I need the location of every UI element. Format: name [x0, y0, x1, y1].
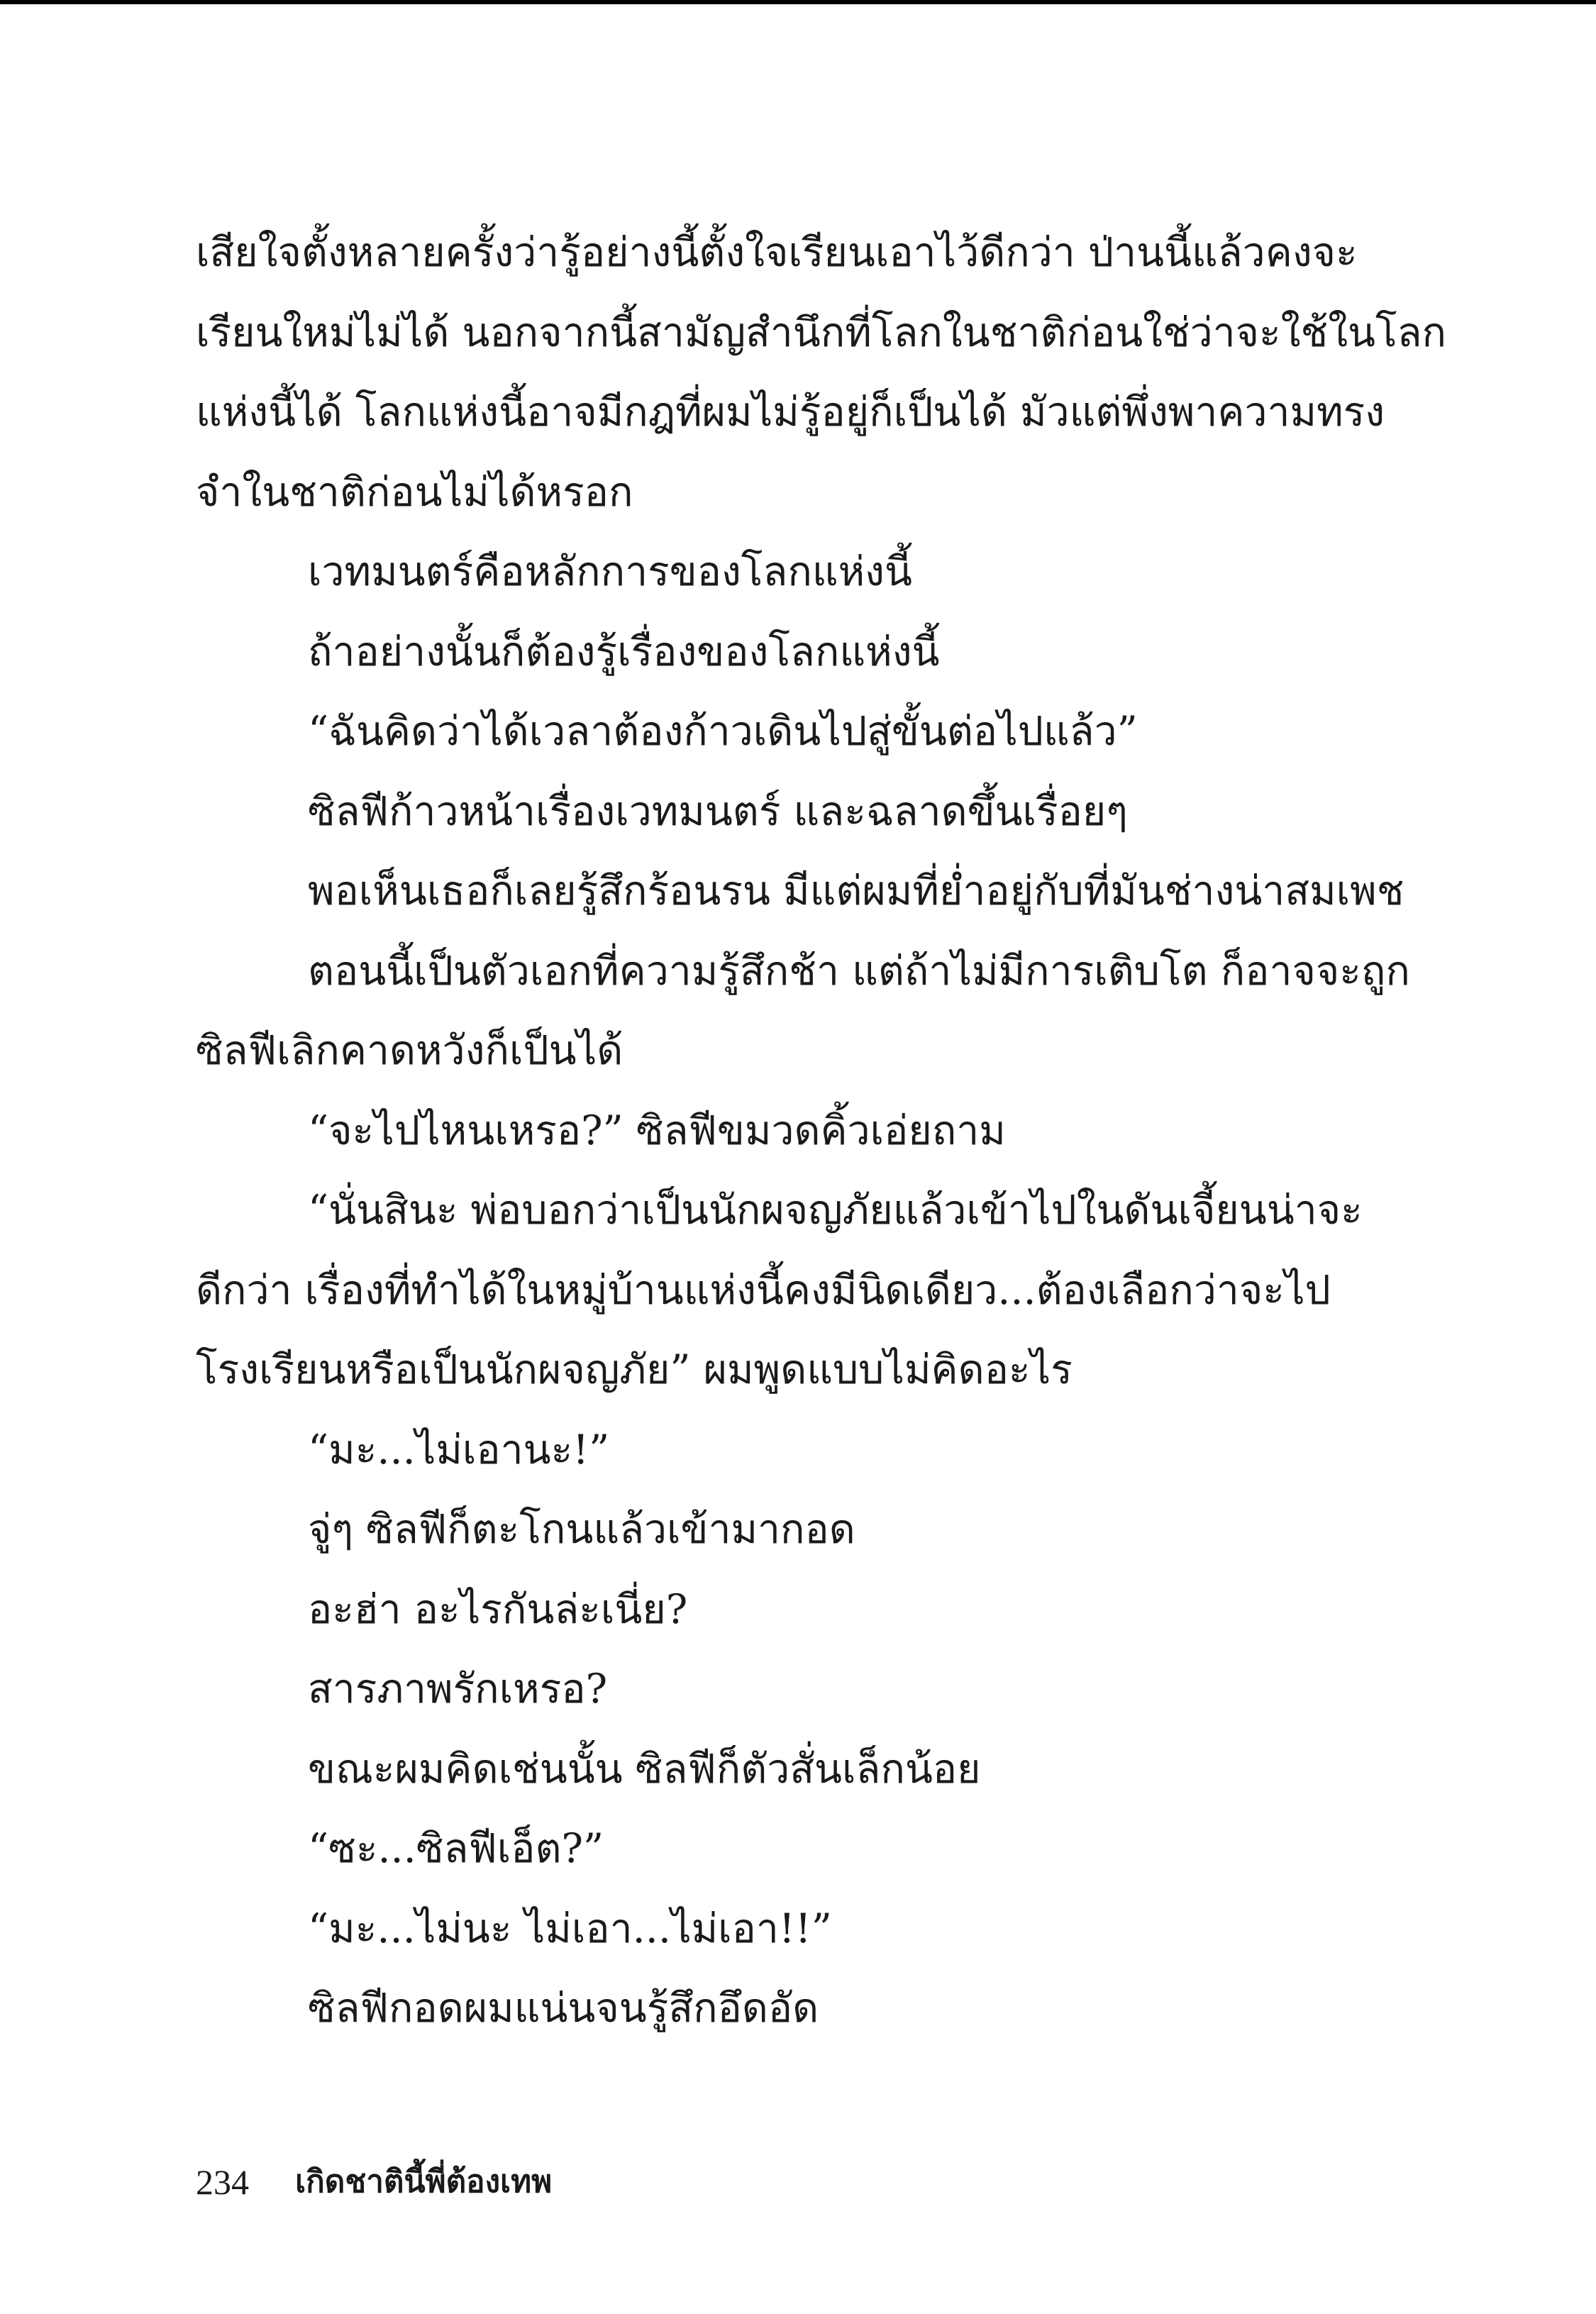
text-line: ซิลฟีก้าวหน้าเรื่องเวทมนตร์ และฉลาดขึ้นเรื่อยๆ [308, 787, 1128, 835]
text-line: ดีกว่า เรื่องที่ทำได้ในหมู่บ้านแห่งนี้คงมีนิดเดียว...ต้องเลือกว่าจะไป [196, 1266, 1331, 1314]
page-number: 234 [196, 2161, 249, 2202]
text-line: แห่งนี้ได้ โลกแห่งนี้อาจมีกฎที่ผมไม่รู้อยู่ก็เป็นได้ มัวแต่พึ่งพาความทรง [196, 389, 1385, 436]
top-border-rule [0, 0, 1596, 4]
text-line: ถ้าอย่างนั้นก็ต้องรู้เรื่องของโลกแห่งนี้ [308, 628, 940, 675]
text-line: จำในชาติก่อนไม่ได้หรอก [196, 468, 633, 516]
text-line: เวทมนตร์คือหลักการของโลกแห่งนี้ [308, 548, 912, 595]
text-line: “ซะ...ซิลฟีเอ็ต?” [308, 1825, 604, 1872]
page-body-text [196, 213, 1447, 2049]
text-line: “มะ...ไม่เอานะ!” [308, 1426, 610, 1473]
text-line: ขณะผมคิดเช่นนั้น ซิลฟีก็ตัวสั่นเล็กน้อย [308, 1745, 981, 1793]
text-line: “จะไปไหนเหรอ?” ซิลฟีขมวดคิ้วเอ่ยถาม [308, 1107, 1006, 1154]
text-line: “ฉันคิดว่าได้เวลาต้องก้าวเดินไปสู่ขั้นต่อไปแล้ว” [308, 708, 1138, 755]
text-line: จู่ๆ ซิลฟีก็ตะโกนแล้วเข้ามากอด [308, 1506, 855, 1553]
text-line: ซิลฟีเลิกคาดหวังก็เป็นได้ [196, 1027, 624, 1074]
text-line: “นั่นสินะ พ่อบอกว่าเป็นนักผจญภัยแล้วเข้าไปในดันเจี้ยนน่าจะ [308, 1187, 1363, 1234]
text-line: “มะ...ไม่นะ ไม่เอา...ไม่เอา!!” [308, 1905, 832, 1952]
text-line: เสียใจตั้งหลายครั้งว่ารู้อย่างนี้ตั้งใจเรียนเอาไว้ดีกว่า ป่านนี้แล้วคงจะ [196, 229, 1358, 276]
text-line: ซิลฟีกอดผมแน่นจนรู้สึกอึดอัด [308, 1985, 819, 2032]
text-line: อะฮ่า อะไรกันล่ะเนี่ย? [308, 1585, 688, 1633]
text-line: ตอนนี้เป็นตัวเอกที่ความรู้สึกช้า แต่ถ้าไม่มีการเติบโต ก็อาจจะถูก [308, 947, 1410, 995]
text-line: สารภาพรักเหรอ? [308, 1666, 608, 1712]
text-line: เรียนใหม่ไม่ได้ นอกจากนี้สามัญสำนึกที่โลกในชาติก่อนใช่ว่าจะใช้ในโลก [196, 309, 1447, 356]
page-footer [196, 2153, 552, 2210]
text-line: พอเห็นเธอก็เลยรู้สึกร้อนรน มีแต่ผมที่ย่ำอยู่กับที่มันช่างน่าสมเพช [308, 868, 1404, 914]
running-book-title: เกิดชาตินี้พี่ต้องเทพ [295, 2163, 553, 2200]
text-line: โรงเรียนหรือเป็นนักผจญภัย” ผมพูดแบบไม่คิดอะไร [196, 1346, 1073, 1393]
